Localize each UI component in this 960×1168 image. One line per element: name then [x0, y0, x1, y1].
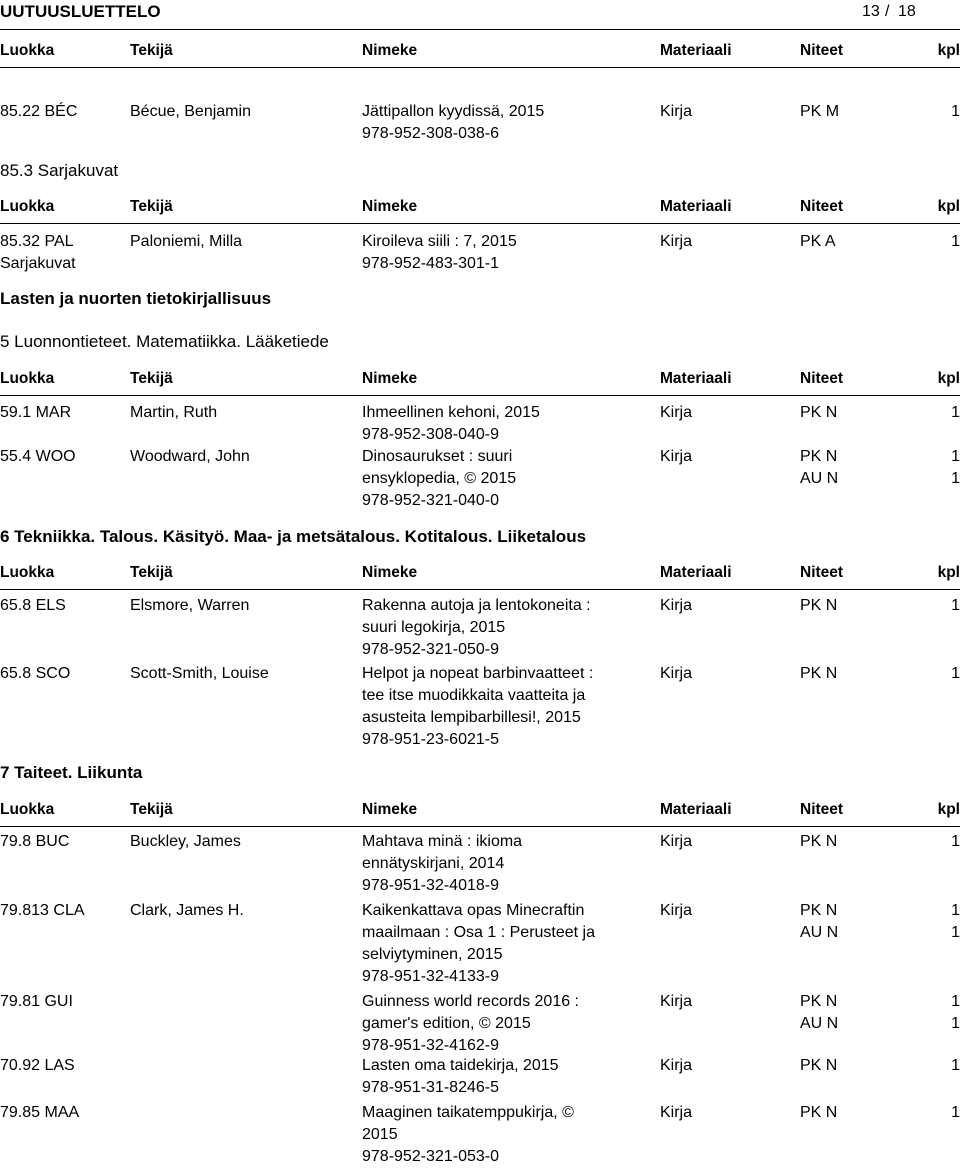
- column-header-luokka: Luokka: [0, 370, 55, 387]
- group-heading: Lasten ja nuorten tietokirjallisuus: [0, 289, 272, 308]
- materiaali-cell: Kirja: [660, 1104, 693, 1121]
- luokka-cell: Sarjakuvat: [0, 255, 76, 272]
- nimeke-cell: 978-952-308-040-9: [362, 426, 499, 443]
- page-number-total: 18: [898, 3, 916, 20]
- materiaali-cell: Kirja: [660, 993, 693, 1010]
- section-heading: 6 Tekniikka. Talous. Käsityö. Maa- ja metsätalous. Kotitalous. Liiketalous: [0, 527, 587, 546]
- nimeke-cell: maailmaan : Osa 1 : Perusteet ja: [362, 924, 595, 941]
- luokka-cell: 79.85 MAA: [0, 1104, 80, 1121]
- tekija-cell: Elsmore, Warren: [130, 597, 250, 614]
- column-header-tekija: Tekijä: [130, 370, 173, 387]
- tekija-cell: Buckley, James: [130, 833, 241, 850]
- column-header-luokka: Luokka: [0, 564, 55, 581]
- column-header-luokka: Luokka: [0, 42, 55, 59]
- materiaali-cell: Kirja: [660, 665, 693, 682]
- nimeke-cell: ensyklopedia, © 2015: [362, 470, 517, 487]
- niteet-cell: PK N: [800, 1057, 838, 1074]
- column-header-nimeke: Nimeke: [362, 370, 418, 387]
- nimeke-cell: 978-952-483-301-1: [362, 255, 499, 272]
- luokka-cell: 55.4 WOO: [0, 448, 76, 465]
- kpl-cell: 1: [951, 665, 960, 682]
- nimeke-cell: 978-952-321-053-0: [362, 1148, 499, 1165]
- nimeke-cell: Lasten oma taidekirja, 2015: [362, 1057, 559, 1074]
- materiaali-cell: Kirja: [660, 448, 693, 465]
- column-header-niteet: Niteet: [800, 801, 844, 818]
- section-heading: 7 Taiteet. Liikunta: [0, 763, 143, 782]
- nimeke-cell: Guinness world records 2016 :: [362, 993, 579, 1010]
- document-title: UUTUUSLUETTELO: [0, 2, 161, 21]
- tekija-cell: Woodward, John: [130, 448, 250, 465]
- kpl-cell: 1: [951, 993, 960, 1010]
- materiaali-cell: Kirja: [660, 1057, 693, 1074]
- nimeke-cell: 2015: [362, 1126, 398, 1143]
- kpl-cell: 1: [951, 1057, 960, 1074]
- column-header-tekija: Tekijä: [130, 42, 173, 59]
- column-header-kpl: kpl: [937, 564, 960, 581]
- column-header-nimeke: Nimeke: [362, 564, 418, 581]
- page-number-current: 13: [862, 3, 880, 20]
- column-header-kpl: kpl: [937, 42, 960, 59]
- luokka-cell: 65.8 ELS: [0, 597, 66, 614]
- table-header-rule: [0, 67, 960, 68]
- nimeke-cell: Rakenna autoja ja lentokoneita :: [362, 597, 591, 614]
- nimeke-cell: 978-951-32-4133-9: [362, 968, 499, 985]
- niteet-cell: PK N: [800, 1104, 838, 1121]
- column-header-luokka: Luokka: [0, 198, 55, 215]
- column-header-nimeke: Nimeke: [362, 198, 418, 215]
- niteet-cell: PK N: [800, 404, 838, 421]
- kpl-cell: 1: [951, 1015, 960, 1032]
- kpl-cell: 1: [951, 902, 960, 919]
- materiaali-cell: Kirja: [660, 233, 693, 250]
- tekija-cell: Paloniemi, Milla: [130, 233, 243, 250]
- luokka-cell: 65.8 SCO: [0, 665, 71, 682]
- nimeke-cell: ennätyskirjani, 2014: [362, 855, 505, 872]
- table-header-rule: [0, 395, 960, 396]
- kpl-cell: 1: [951, 470, 960, 487]
- header-rule: [0, 29, 960, 30]
- kpl-cell: 1: [951, 924, 960, 941]
- column-header-niteet: Niteet: [800, 370, 844, 387]
- section-heading: 5 Luonnontieteet. Matematiikka. Lääketiede: [0, 332, 329, 351]
- column-header-kpl: kpl: [937, 801, 960, 818]
- nimeke-cell: 978-951-23-6021-5: [362, 731, 499, 748]
- niteet-cell: AU N: [800, 1015, 839, 1032]
- table-header-rule: [0, 826, 960, 827]
- nimeke-cell: suuri legokirja, 2015: [362, 619, 506, 636]
- nimeke-cell: gamer's edition, © 2015: [362, 1015, 531, 1032]
- column-header-materiaali: Materiaali: [660, 42, 732, 59]
- column-header-nimeke: Nimeke: [362, 801, 418, 818]
- tekija-cell: Martin, Ruth: [130, 404, 218, 421]
- column-header-kpl: kpl: [937, 370, 960, 387]
- kpl-cell: 1: [951, 404, 960, 421]
- column-header-tekija: Tekijä: [130, 564, 173, 581]
- tekija-cell: Bécue, Benjamin: [130, 103, 251, 120]
- nimeke-cell: Mahtava minä : ikioma: [362, 833, 523, 850]
- niteet-cell: PK M: [800, 103, 840, 120]
- luokka-cell: 85.22 BÉC: [0, 103, 78, 120]
- kpl-cell: 1: [951, 1104, 960, 1121]
- nimeke-cell: Kaikenkattava opas Minecraftin: [362, 902, 585, 919]
- page-number-separator: /: [885, 3, 890, 20]
- nimeke-cell: Kiroileva siili : 7, 2015: [362, 233, 517, 250]
- column-header-materiaali: Materiaali: [660, 198, 732, 215]
- nimeke-cell: asusteita lempibarbillesi!, 2015: [362, 709, 581, 726]
- column-header-materiaali: Materiaali: [660, 370, 732, 387]
- kpl-cell: 1: [951, 233, 960, 250]
- kpl-cell: 1: [951, 597, 960, 614]
- materiaali-cell: Kirja: [660, 404, 693, 421]
- column-header-tekija: Tekijä: [130, 198, 173, 215]
- tekija-cell: Clark, James H.: [130, 902, 244, 919]
- nimeke-cell: selviytyminen, 2015: [362, 946, 503, 963]
- column-header-niteet: Niteet: [800, 198, 844, 215]
- niteet-cell: AU N: [800, 470, 839, 487]
- tekija-cell: Scott-Smith, Louise: [130, 665, 269, 682]
- nimeke-cell: Ihmeellinen kehoni, 2015: [362, 404, 540, 421]
- nimeke-cell: 978-952-321-050-9: [362, 641, 499, 658]
- niteet-cell: AU N: [800, 924, 839, 941]
- nimeke-cell: tee itse muodikkaita vaatteita ja: [362, 687, 586, 704]
- column-header-materiaali: Materiaali: [660, 801, 732, 818]
- nimeke-cell: Dinosaurukset : suuri: [362, 448, 513, 465]
- niteet-cell: PK N: [800, 993, 838, 1010]
- nimeke-cell: Jättipallon kyydissä, 2015: [362, 103, 545, 120]
- niteet-cell: PK N: [800, 448, 838, 465]
- niteet-cell: PK N: [800, 597, 838, 614]
- column-header-kpl: kpl: [937, 198, 960, 215]
- column-header-niteet: Niteet: [800, 564, 844, 581]
- section-heading: 85.3 Sarjakuvat: [0, 161, 119, 180]
- column-header-luokka: Luokka: [0, 801, 55, 818]
- luokka-cell: 59.1 MAR: [0, 404, 72, 421]
- luokka-cell: 79.81 GUI: [0, 993, 73, 1010]
- column-header-tekija: Tekijä: [130, 801, 173, 818]
- nimeke-cell: Helpot ja nopeat barbinvaatteet :: [362, 665, 594, 682]
- kpl-cell: 1: [951, 103, 960, 120]
- kpl-cell: 1: [951, 833, 960, 850]
- table-header-rule: [0, 223, 960, 224]
- column-header-niteet: Niteet: [800, 42, 844, 59]
- niteet-cell: PK N: [800, 833, 838, 850]
- nimeke-cell: 978-951-31-8246-5: [362, 1079, 499, 1096]
- column-header-materiaali: Materiaali: [660, 564, 732, 581]
- luokka-cell: 70.92 LAS: [0, 1057, 75, 1074]
- nimeke-cell: 978-952-308-038-6: [362, 125, 499, 142]
- materiaali-cell: Kirja: [660, 902, 693, 919]
- nimeke-cell: 978-952-321-040-0: [362, 492, 499, 509]
- luokka-cell: 79.813 CLA: [0, 902, 85, 919]
- table-header-rule: [0, 589, 960, 590]
- materiaali-cell: Kirja: [660, 833, 693, 850]
- nimeke-cell: Maaginen taikatemppukirja, ©: [362, 1104, 574, 1121]
- kpl-cell: 1: [951, 448, 960, 465]
- nimeke-cell: 978-951-32-4162-9: [362, 1037, 499, 1054]
- niteet-cell: PK N: [800, 902, 838, 919]
- materiaali-cell: Kirja: [660, 103, 693, 120]
- niteet-cell: PK A: [800, 233, 836, 250]
- materiaali-cell: Kirja: [660, 597, 693, 614]
- niteet-cell: PK N: [800, 665, 838, 682]
- nimeke-cell: 978-951-32-4018-9: [362, 877, 499, 894]
- luokka-cell: 85.32 PAL: [0, 233, 74, 250]
- column-header-nimeke: Nimeke: [362, 42, 418, 59]
- luokka-cell: 79.8 BUC: [0, 833, 70, 850]
